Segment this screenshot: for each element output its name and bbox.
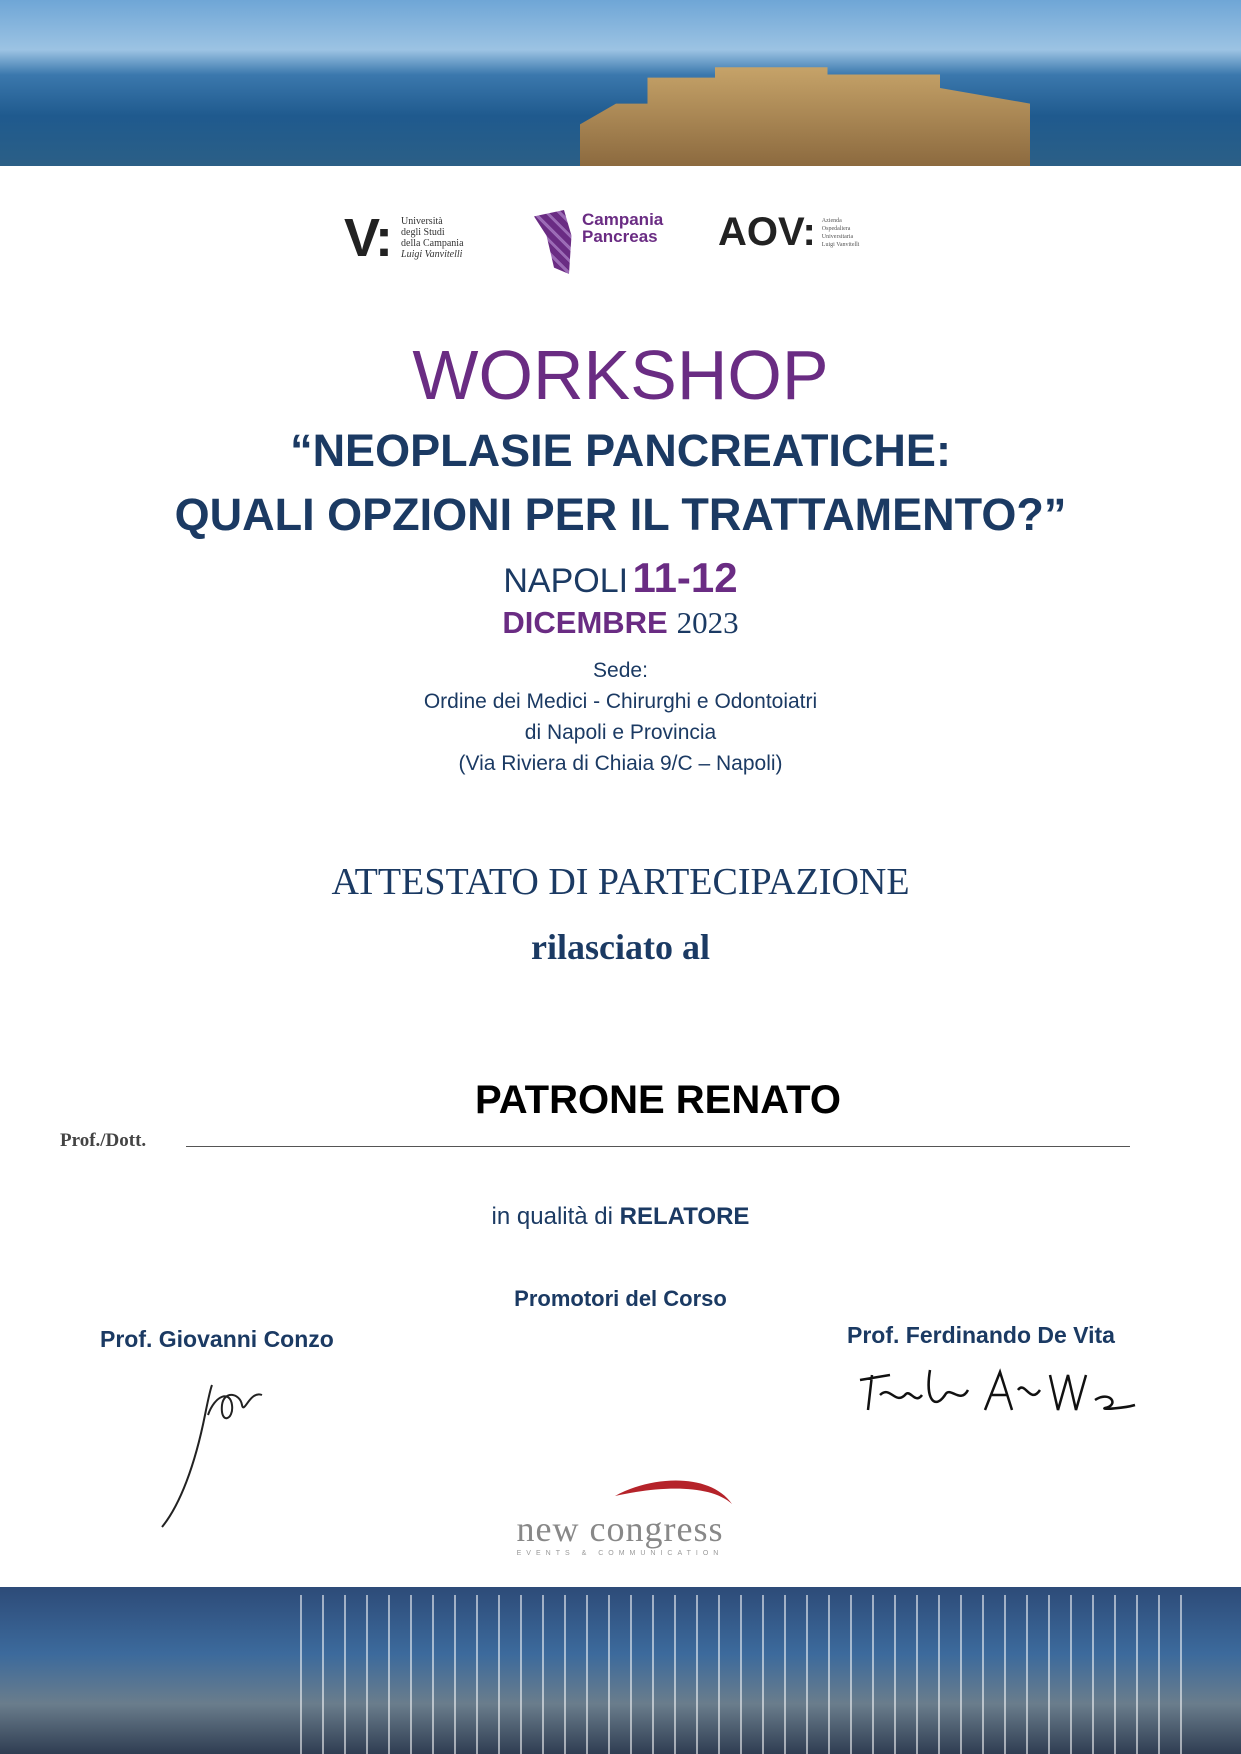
event-days: 11-12 [632,554,738,601]
campania-map-icon [534,210,584,274]
logo-line: degli Studi [401,227,445,238]
signature-conzo [150,1375,280,1535]
signature-de-vita [850,1360,1150,1425]
promoters-label: Promotori del Corso [514,1286,727,1311]
certificate-subtitle: rilasciato al [531,927,710,967]
event-date-line-2 [0,603,1241,649]
new-congress-tagline: EVENTS & COMMUNICATION [516,1550,724,1557]
event-year: 2023 [676,605,739,640]
vanvitelli-logo [344,207,464,269]
venue-line: di Napoli e Provincia [524,721,717,744]
logo-line: Universitaria [821,233,854,240]
logo-line: Luigi Vanvitelli [401,249,463,260]
logo-line: Ospedaliera [821,225,851,232]
event-city: NAPOLI [503,562,629,600]
logo-line: Luigi Vanvitelli [821,241,860,248]
logo-line: Azienda [821,217,842,224]
role: RELATORE [619,1203,750,1230]
new-congress-logo [500,1474,750,1564]
logo-line: Pancreas [582,227,658,246]
event-month: DICEMBRE [502,605,668,640]
logo-line: Campania [582,210,664,229]
venue [0,655,1241,779]
promoter-left: Prof. Giovanni Conzo [100,1326,334,1352]
title-line-1: “NEOPLASIE PANCREATICHE: [290,425,951,476]
role-prefix: in qualità di [491,1203,613,1230]
recipient-name: PATRONE RENATO [475,1078,841,1122]
venue-line: Ordine dei Medici - Chirurghi e Odontoiatri [423,690,818,713]
recipient-prefix: Prof./Dott. [60,1130,147,1151]
title-line-2: QUALI OPZIONI PER IL TRATTAMENTO?” [174,489,1067,540]
aov-logo [718,210,860,255]
certificate-title: ATTESTATO DI PARTECIPAZIONE [331,861,910,903]
name-underline [186,1146,1130,1147]
logo-line: Università [401,216,443,227]
new-congress-name: new congress [516,1509,724,1549]
workshop-label: WORKSHOP [412,336,829,414]
venue-line: (Via Riviera di Chiaia 9/C – Napoli) [458,752,783,775]
role-line [0,1203,1241,1231]
aov-mark: AOV: [718,210,816,254]
harbor-boats-image [300,1595,1200,1754]
promoter-right: Prof. Ferdinando De Vita [847,1322,1115,1348]
logo-line: della Campania [401,238,464,249]
venue-label: Sede: [593,659,648,682]
vanvitelli-mark: V: [344,208,392,268]
campania-pancreas-logo [532,208,682,278]
